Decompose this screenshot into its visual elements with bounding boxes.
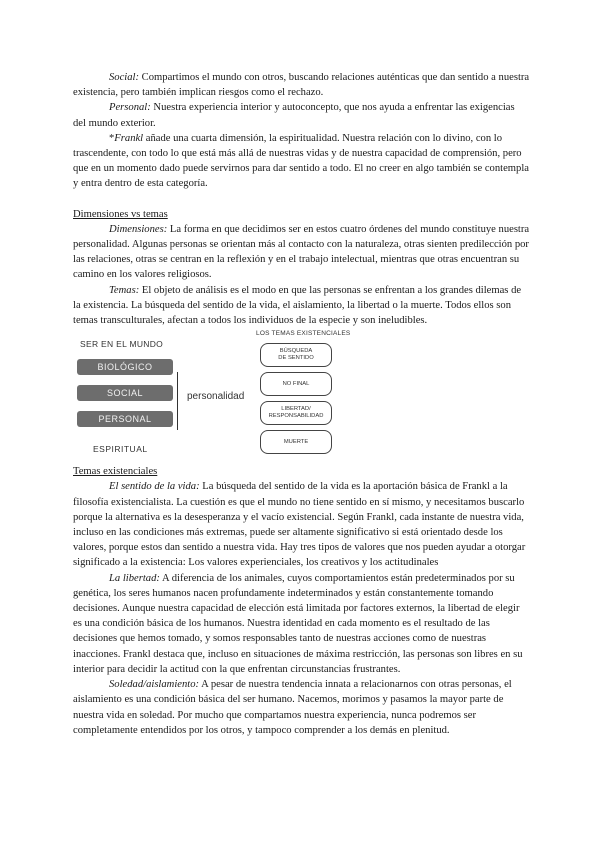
document-page (73, 70, 530, 738)
dimensiones-label: Dimensiones: (109, 223, 168, 235)
frankl-prefix: * (109, 132, 115, 144)
sentido-text: La búsqueda del sentido de la vida es la aportación básica de Frankl a la filosofía existencialista. La cuestión es que el mundo no tiene sentido en sí mismo, y necesitamos buscarlo porque la alternativa es la desesperanza y el vacío existencial. Según Frankl, cada instante de nuestra vida, incluso en las condiciones más extremas, puede ser altamente significativo si está orientado desde los valores, porque estos dan sentido a nuestra vida. Hay tres tipos de valores que nos pueden ayudar a otorgar significado a la existencia: Los valores experienciales, los creativos y los actitudinales (73, 481, 526, 569)
paragraph-soledad (73, 677, 530, 738)
personalidad-label: personalidad (187, 391, 245, 403)
social-text: Compartimos el mundo con otros, buscando relaciones auténticas que dan sentido a nuestra existencia, pero también implican riesgos como el rechazo. (73, 72, 530, 99)
box-social: SOCIAL (77, 385, 173, 401)
section-heading-temas-existenciales: Temas existenciales (73, 466, 158, 478)
soledad-text: A pesar de nuestra tendencia innata a relacionarnos con otras personas, el aislamiento es una condición básica del ser humano. Nacemos, morimos y pasamos la mayor parte de nuestra vida en soledad. Por mucho que compartamos nuestra experiencia, nunca podremos ser completamente entendidos por los otros, y tampoco comprender a los demás en plenitud. (73, 679, 512, 736)
existential-diagram (73, 330, 530, 458)
tema-libertad-responsabilidad: LIBERTAD/ RESPONSABILIDAD (260, 401, 332, 425)
box-personal: PERSONAL (77, 411, 173, 427)
personal-label: Personal: (109, 102, 151, 114)
frankl-text: añade una cuarta dimensión, la espiritualidad. Nuestra relación con lo divino, con lo trascendente, con todo lo que está más allá de nuestras vidas y de nuestra capacidad de comprensión, pero que en un momento dado puede servirnos para dar sentido a todo. El no creer en algo también se contempla y entra dentro de esta categoría. (73, 132, 529, 190)
paragraph-social (73, 70, 530, 100)
ser-en-el-mundo-title: SER EN EL MUNDO (80, 339, 164, 350)
paragraph-dimensiones (73, 222, 530, 283)
paragraph-personal (73, 100, 530, 130)
tema-muerte: MUERTE (260, 430, 332, 454)
libertad-text: A diferencia de los animales, cuyos comportamientos están predeterminados por su genética, los seres humanos nacen profundamente indeterminados y están constantemente tomando decisiones. Aunque nuestra capacidad de elección está limitada por factores externos, la libertad de elegir es una condición básica de los humanos. Nuestra identidad en cada momento es el resultado de las decisiones que hemos tomado, y somos responsables tanto de nuestras acciones como de nuestras inacciones. Frankl destaca que, incluso en situaciones de máxima restricción, las personas son libres en su interior para decidir la actitud con la que enfrentan circunstancias frustrantes. (73, 572, 523, 675)
box-biologico: BIOLÓGICO (77, 359, 173, 375)
section-heading-dimensiones: Dimensiones vs temas (73, 208, 168, 220)
dimensiones-text: La forma en que decidimos ser en estos cuatro órdenes del mundo constituye nuestra personalidad. Algunas personas se orientan más al contacto con la naturaleza, otras sienten predilección por las relaciones, otras se centran en la reflexión y en el trabajo intelectual, mientras que otras encuentran su camino en los valores religiosos. (73, 223, 530, 281)
libertad-label: La libertad: (109, 572, 160, 584)
bracket-line (177, 372, 184, 430)
temas-label: Temas: (109, 284, 140, 296)
social-label: Social: (109, 72, 140, 83)
paragraph-sentido-de-la-vida (73, 479, 530, 570)
tema-no-final: NO FINAL (260, 372, 332, 396)
frankl-label: Frankl (114, 132, 144, 144)
espiritual-label: ESPIRITUAL (93, 444, 148, 455)
paragraph-libertad (73, 571, 530, 677)
soledad-label: Soledad/aislamiento: (109, 679, 200, 691)
temas-existenciales-title: LOS TEMAS EXISTENCIALES (256, 330, 351, 338)
tema-busqueda-de-sentido: BÚSQUEDA DE SENTIDO (260, 343, 332, 367)
paragraph-temas (73, 283, 530, 329)
temas-text: El objeto de análisis es el modo en que las personas se enfrentan a los grandes dilemas de la existencia. La búsqueda del sentido de la vida, el aislamiento, la libertad o la muerte. Todos ellos son temas transculturales, afectan a todos los individuos de la especie y son ineludibles. (73, 284, 522, 327)
personal-text: Nuestra experiencia interior y autoconcepto, que nos ayuda a enfrentar las exigencias del mundo exterior. (73, 102, 515, 129)
paragraph-frankl (73, 131, 530, 192)
sentido-label: El sentido de la vida: (109, 481, 200, 493)
